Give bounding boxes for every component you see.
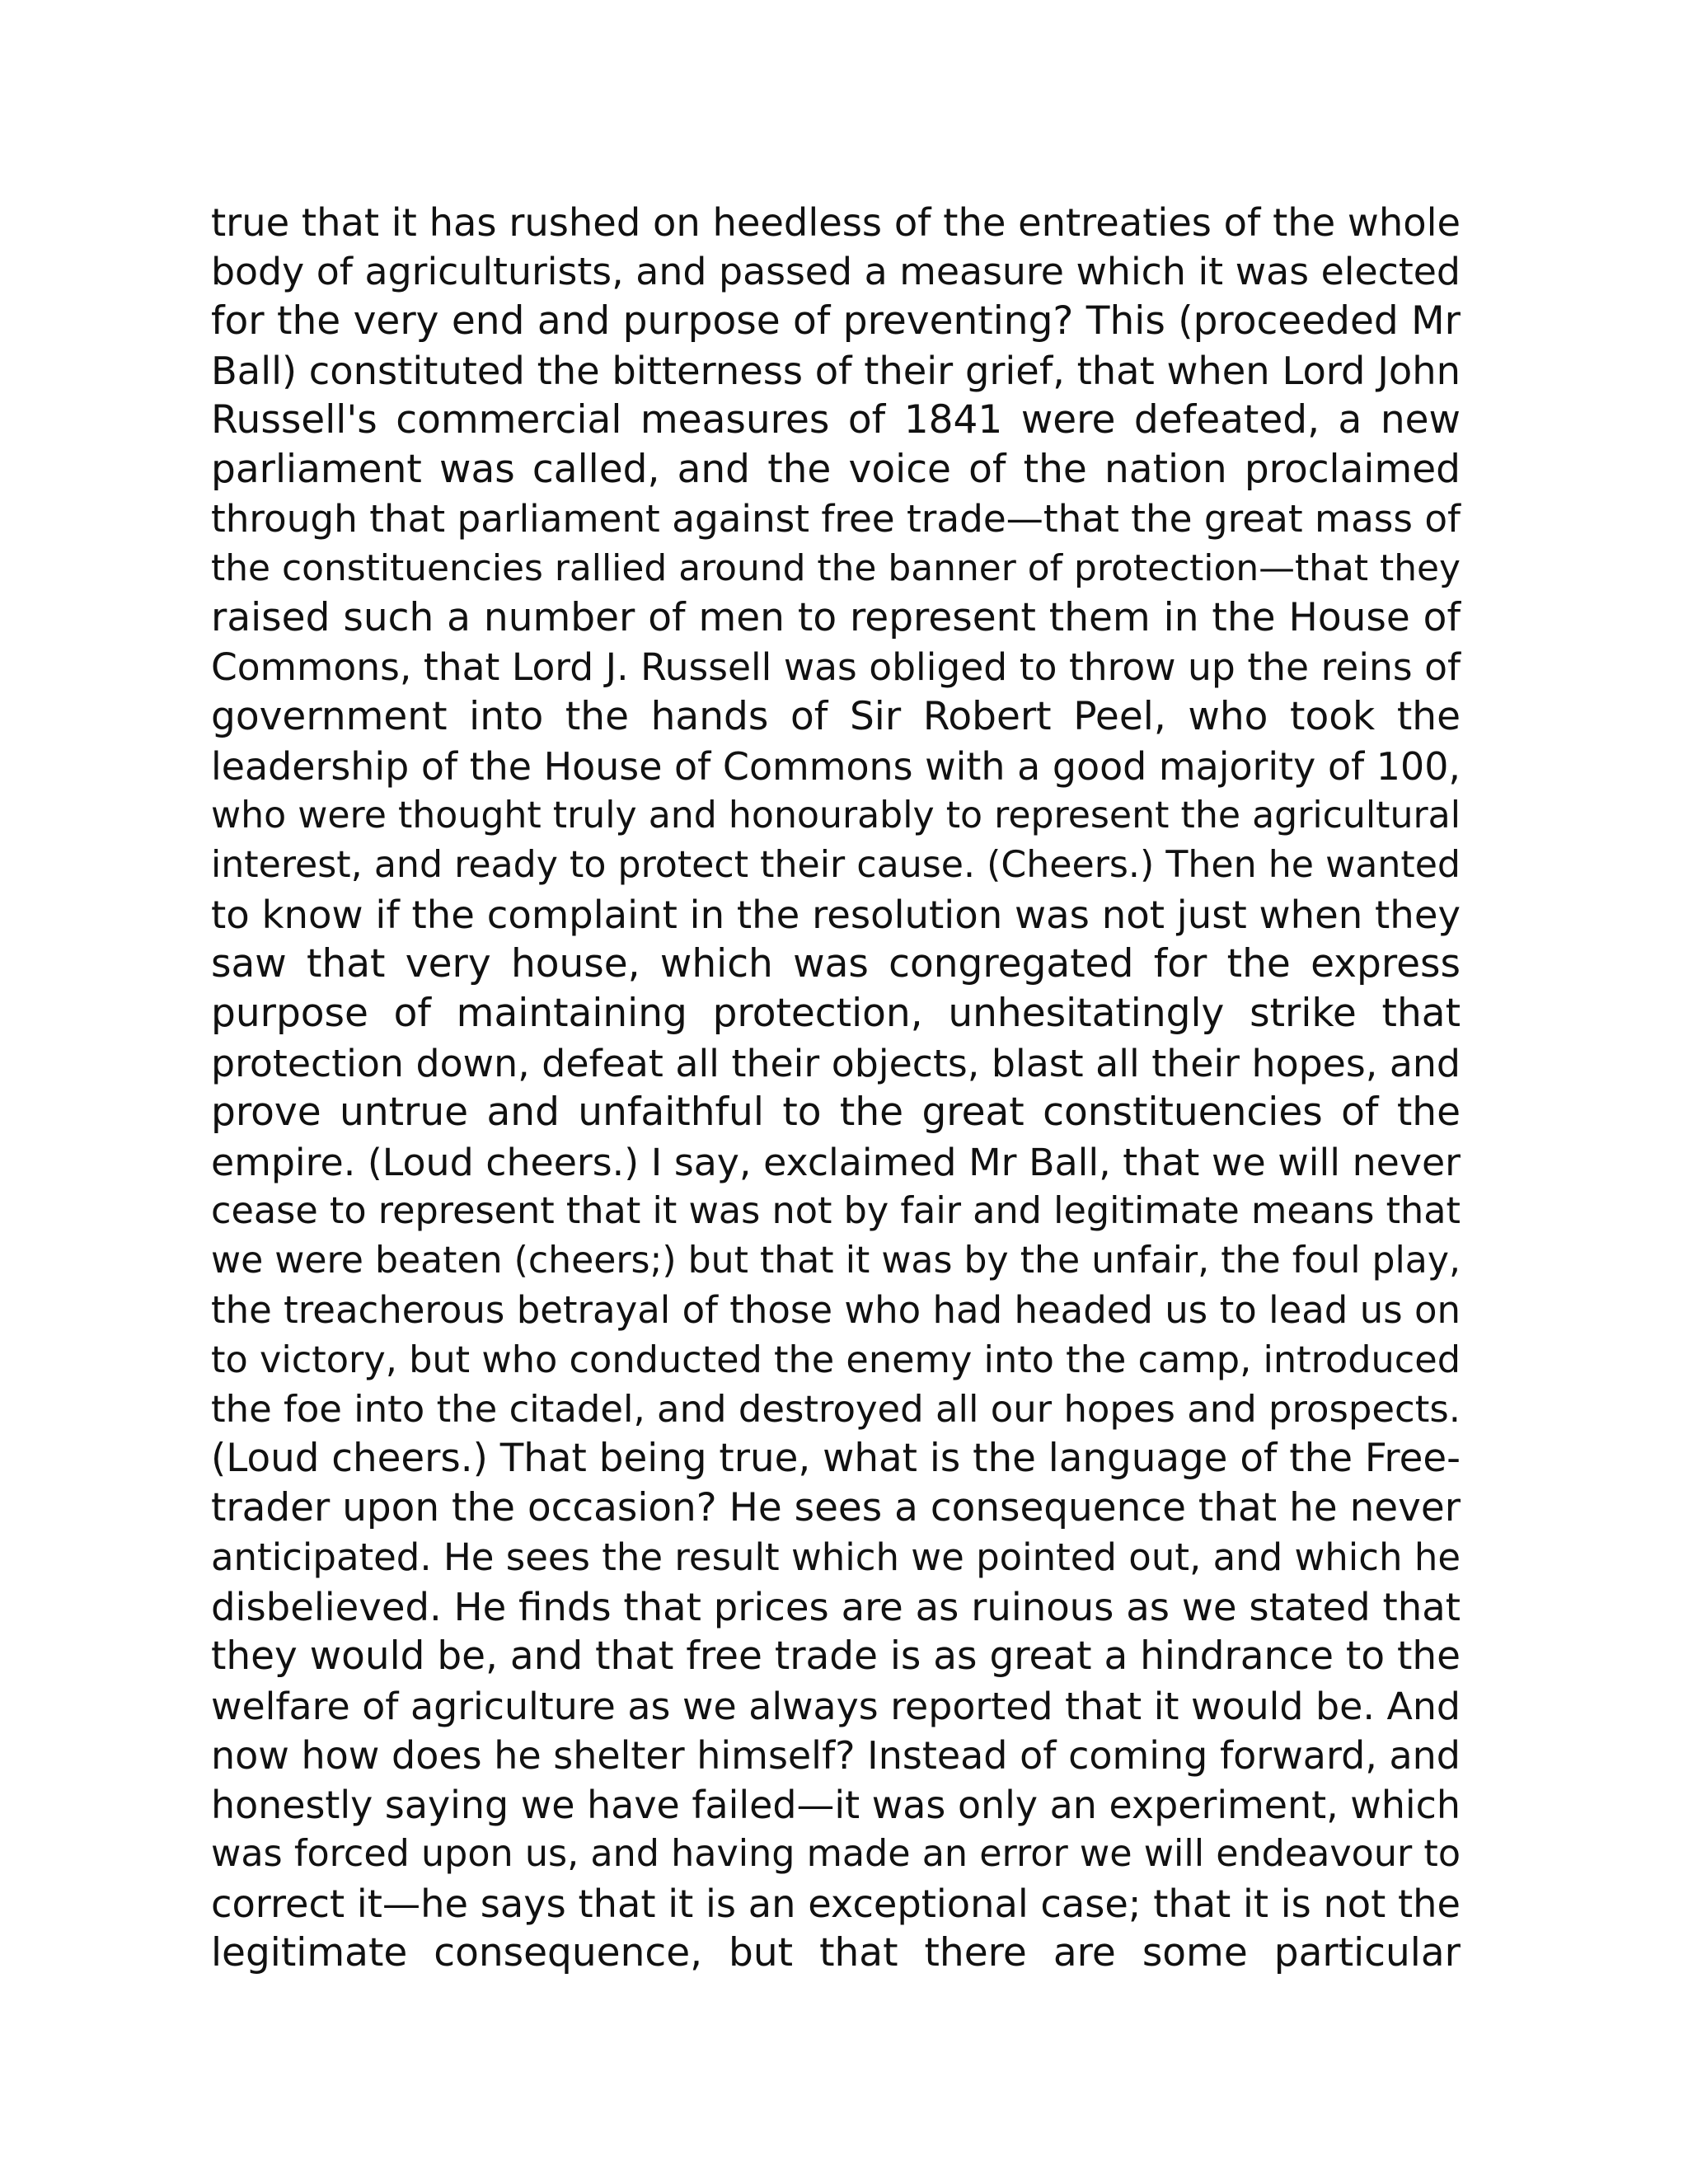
text-line: trader upon the occasion? He sees a consequence that he never: [211, 1485, 1461, 1530]
text-line: Russell's commercial measures of 1841 were defeated, a new: [211, 397, 1461, 443]
text-line: body of agriculturists, and passed a measure which it was elected: [211, 250, 1461, 293]
text-line: (Loud cheers.) That being true, what is the language of the Free-: [211, 1436, 1461, 1481]
text-line: to victory, but who conducted the enemy into the camp, introduced: [211, 1338, 1461, 1381]
text-line: was forced upon us, and having made an error we will endeavour to: [211, 1833, 1461, 1875]
text-line: government into the hands of Sir Robert Peel, who took the: [211, 694, 1461, 739]
text-line: saw that very house, which was congregated for the express: [211, 941, 1461, 987]
text-line: welfare of agriculture as we always reported that it would be. And: [211, 1684, 1461, 1728]
text-line: the constituencies rallied around the banner of protection—that they: [211, 547, 1461, 589]
text-line: leadership of the House of Commons with a good majority of 100,: [211, 744, 1461, 789]
text-line: to know if the complaint in the resolution was not just when they: [211, 893, 1461, 937]
body-text: [211, 198, 1461, 1978]
text-line: they would be, and that free trade is as great a hindrance to the: [211, 1633, 1461, 1679]
text-line: the treacherous betrayal of those who had headed us to lead us on: [211, 1288, 1461, 1332]
text-line: honestly saying we have failed—it was only an experiment, which: [211, 1783, 1461, 1827]
text-line: prove untrue and unfaithful to the great constituencies of the: [211, 1090, 1461, 1135]
text-line: we were beaten (cheers;) but that it was by the unfair, the foul play,: [211, 1240, 1461, 1282]
text-line: now how does he shelter himself? Instead of coming forward, and: [211, 1733, 1461, 1778]
text-line: interest, and ready to protect their cause. (Cheers.) Then he wanted: [211, 844, 1461, 886]
text-line: who were thought truly and honourably to represent the agricultural: [211, 794, 1461, 837]
text-line: disbelieved. He finds that prices are as ruinous as we stated that: [211, 1585, 1461, 1629]
text-line: raised such a number of men to represent them in the House of: [211, 595, 1461, 640]
text-line: Ball) constituted the bitterness of their grief, that when Lord John: [211, 349, 1461, 393]
text-line: true that it has rushed on heedless of the entreaties of the whole: [211, 200, 1461, 245]
text-line: purpose of maintaining protection, unhesitatingly strike that: [211, 991, 1461, 1036]
text-line: for the very end and purpose of preventing? This (proceeded Mr: [211, 298, 1461, 344]
text-line: cease to represent that it was not by fair and legitimate means that: [211, 1190, 1461, 1232]
text-line: correct it—he says that it is an exceptional case; that it is not the: [211, 1882, 1461, 1926]
text-line: Commons, that Lord J. Russell was obliged to throw up the reins of: [211, 645, 1461, 689]
text-line: empire. (Loud cheers.) I say, exclaimed Mr Ball, that we will never: [211, 1140, 1461, 1184]
text-line: parliament was called, and the voice of the nation proclaimed: [211, 447, 1461, 492]
text-line: anticipated. He sees the result which we pointed out, and which he: [211, 1535, 1461, 1579]
text-line: through that parliament against free trade—that the great mass of: [211, 497, 1461, 541]
text-line: legitimate consequence, but that there are some particular: [211, 1930, 1461, 1975]
text-line: the foe into the citadel, and destroyed all our hopes and prospects.: [211, 1387, 1461, 1431]
text-line: protection down, defeat all their objects, blast all their hopes, and: [211, 1041, 1461, 1085]
